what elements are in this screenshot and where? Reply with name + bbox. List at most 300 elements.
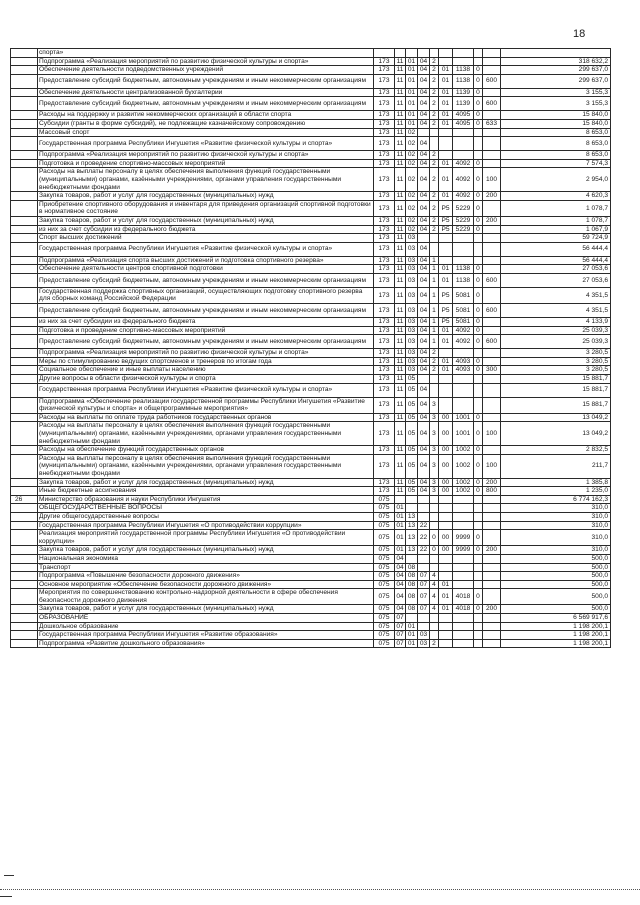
code-cell: 1002 bbox=[453, 487, 474, 496]
row-name-cell: Предоставление субсидий бюджетным, автономным учреждениям и иным некоммерческим организациям bbox=[38, 304, 374, 318]
code-cell: 173 bbox=[374, 335, 395, 349]
row-number-cell bbox=[11, 234, 38, 243]
code-cell bbox=[453, 512, 474, 521]
row-name-cell: Предоставление субсидий бюджетным, автономным учреждениям и иным некоммерческим организациям bbox=[38, 97, 374, 111]
table-row bbox=[11, 335, 611, 349]
code-cell bbox=[453, 375, 474, 384]
table-row bbox=[11, 375, 611, 384]
code-cell: 04 bbox=[418, 192, 430, 201]
code-cell: 04 bbox=[418, 200, 430, 216]
code-cell: 1002 bbox=[453, 478, 474, 487]
amount-cell: 13 049,2 bbox=[501, 422, 611, 446]
code-cell: 05 bbox=[406, 454, 418, 478]
code-cell: 0 bbox=[474, 318, 483, 327]
code-cell: 4093 bbox=[453, 366, 474, 375]
code-cell: 4 bbox=[430, 580, 439, 589]
code-cell bbox=[474, 397, 483, 413]
code-cell: 173 bbox=[374, 192, 395, 201]
code-cell: 2 bbox=[430, 349, 439, 358]
table-row bbox=[11, 446, 611, 455]
code-cell: 01 bbox=[439, 357, 453, 366]
code-cell: 075 bbox=[374, 495, 395, 504]
code-cell: 01 bbox=[439, 74, 453, 88]
row-name-cell: Государственная программа Республики Ингушетия «Развитие образования» bbox=[38, 631, 374, 640]
code-cell bbox=[474, 375, 483, 384]
code-cell: 03 bbox=[406, 318, 418, 327]
code-cell: 075 bbox=[374, 572, 395, 581]
amount-cell: 1 235,0 bbox=[501, 487, 611, 496]
code-cell: 01 bbox=[406, 622, 418, 631]
row-name-cell: Министерство образования и науки Республики Ингушетия bbox=[38, 495, 374, 504]
code-cell: 4092 bbox=[453, 335, 474, 349]
code-cell: 5229 bbox=[453, 200, 474, 216]
code-cell: 08 bbox=[406, 572, 418, 581]
code-cell bbox=[418, 128, 430, 137]
code-cell: 1138 bbox=[453, 66, 474, 75]
code-cell: 173 bbox=[374, 256, 395, 265]
table-row bbox=[11, 383, 611, 397]
code-cell: 11 bbox=[395, 478, 406, 487]
table-row bbox=[11, 57, 611, 66]
row-name-cell: Массовый спорт bbox=[38, 128, 374, 137]
code-cell: 075 bbox=[374, 605, 395, 614]
code-cell: 01 bbox=[439, 335, 453, 349]
code-cell: 03 bbox=[406, 234, 418, 243]
code-cell bbox=[439, 521, 453, 530]
code-cell: 22 bbox=[418, 546, 430, 555]
amount-cell: 3 280,5 bbox=[501, 366, 611, 375]
code-cell: 0 bbox=[474, 589, 483, 605]
code-cell bbox=[439, 137, 453, 151]
code-cell: 01 bbox=[439, 119, 453, 128]
table-row bbox=[11, 397, 611, 413]
code-cell: 173 bbox=[374, 318, 395, 327]
code-cell: 07 bbox=[418, 572, 430, 581]
code-cell: 02 bbox=[406, 192, 418, 201]
row-number-cell bbox=[11, 375, 38, 384]
code-cell bbox=[483, 265, 501, 274]
code-cell: 173 bbox=[374, 375, 395, 384]
page-number: 18 bbox=[573, 28, 586, 40]
code-cell: 04 bbox=[418, 422, 430, 446]
row-number-cell bbox=[11, 478, 38, 487]
code-cell: 173 bbox=[374, 478, 395, 487]
code-cell bbox=[453, 383, 474, 397]
code-cell: 01 bbox=[406, 74, 418, 88]
row-number-cell bbox=[11, 242, 38, 256]
code-cell bbox=[453, 614, 474, 623]
code-cell: 01 bbox=[439, 366, 453, 375]
row-number-cell bbox=[11, 572, 38, 581]
code-cell: 173 bbox=[374, 159, 395, 168]
amount-cell: 3 280,5 bbox=[501, 357, 611, 366]
code-cell: 4092 bbox=[453, 168, 474, 192]
code-cell: 1001 bbox=[453, 422, 474, 446]
code-cell: 05 bbox=[406, 413, 418, 422]
code-cell: 05 bbox=[406, 478, 418, 487]
code-cell: 03 bbox=[406, 366, 418, 375]
code-cell: 02 bbox=[406, 168, 418, 192]
code-cell: 2 bbox=[430, 151, 439, 160]
code-cell bbox=[453, 57, 474, 66]
code-cell: 173 bbox=[374, 287, 395, 303]
code-cell: 173 bbox=[374, 66, 395, 75]
code-cell: 08 bbox=[406, 605, 418, 614]
code-cell: 4095 bbox=[453, 119, 474, 128]
code-cell: 01 bbox=[396, 504, 404, 512]
row-number-cell bbox=[11, 605, 38, 614]
code-cell: P5 bbox=[439, 200, 453, 216]
amount-cell: 310,0 bbox=[501, 504, 611, 513]
code-cell bbox=[453, 49, 474, 58]
code-cell bbox=[474, 57, 483, 66]
code-cell: 600 bbox=[483, 304, 501, 318]
row-name-cell: Дошкольное образование bbox=[38, 622, 374, 631]
code-cell: 03 bbox=[406, 273, 418, 287]
code-cell bbox=[483, 614, 501, 623]
code-cell: 075 bbox=[374, 614, 395, 623]
row-name-cell: Подготовка и проведение спортивно-массовых мероприятий bbox=[38, 326, 374, 335]
code-cell: 07 bbox=[418, 580, 430, 589]
code-cell: 9999 bbox=[453, 530, 474, 546]
code-cell bbox=[483, 530, 501, 546]
code-cell: 04 bbox=[418, 151, 430, 160]
code-cell bbox=[483, 504, 501, 513]
code-cell: 100 bbox=[483, 422, 501, 446]
code-cell: 0 bbox=[430, 546, 439, 555]
row-number-cell bbox=[11, 589, 38, 605]
code-cell: 600 bbox=[483, 97, 501, 111]
code-cell: 02 bbox=[406, 200, 418, 216]
code-cell: 01 bbox=[406, 631, 418, 640]
row-name-cell: Подпрограмма «Реализация мероприятий по развитию физической культуры и спорта» bbox=[38, 151, 374, 160]
code-cell: 0 bbox=[474, 335, 483, 349]
code-cell bbox=[418, 554, 430, 563]
table-row bbox=[11, 304, 611, 318]
code-cell: 3 bbox=[430, 478, 439, 487]
code-cell bbox=[474, 151, 483, 160]
code-cell: 11 bbox=[395, 287, 406, 303]
row-number-cell bbox=[11, 119, 38, 128]
code-cell: 173 bbox=[374, 225, 395, 234]
code-cell: 0 bbox=[474, 265, 483, 274]
code-cell: 00 bbox=[439, 546, 453, 555]
code-cell: 100 bbox=[483, 168, 501, 192]
code-cell bbox=[483, 495, 501, 504]
code-cell bbox=[439, 614, 453, 623]
code-cell: 2 bbox=[430, 88, 439, 97]
row-name-cell: Приобретение спортивного оборудования и инвентаря для приведения организаций спортивной подготовки в нормативное состояние bbox=[38, 200, 374, 216]
row-name-cell: ОБРАЗОВАНИЕ bbox=[38, 614, 374, 623]
code-cell bbox=[430, 563, 439, 572]
code-cell: 173 bbox=[374, 446, 395, 455]
amount-cell: 1 198 200,1 bbox=[501, 639, 611, 648]
margin-mark bbox=[0, 896, 12, 897]
code-cell: 04 bbox=[418, 326, 430, 335]
row-number-cell bbox=[11, 504, 38, 513]
code-cell: P5 bbox=[439, 225, 453, 234]
code-cell bbox=[439, 383, 453, 397]
table-row bbox=[11, 159, 611, 168]
row-name-cell: Подпрограмма «Развитие дошкольного образования» bbox=[38, 639, 374, 648]
amount-cell: 4 620,3 bbox=[501, 192, 611, 201]
code-cell: 4 bbox=[430, 589, 439, 605]
row-name-cell: Другие вопросы в области физической культуры и спорта bbox=[38, 375, 374, 384]
amount-cell: 2 954,0 bbox=[501, 168, 611, 192]
code-cell bbox=[453, 151, 474, 160]
code-cell bbox=[439, 375, 453, 384]
code-cell: 00 bbox=[439, 454, 453, 478]
code-cell: 11 bbox=[395, 422, 406, 446]
code-cell bbox=[483, 326, 501, 335]
code-cell: 1139 bbox=[453, 88, 474, 97]
code-cell bbox=[483, 512, 501, 521]
table-row bbox=[11, 273, 611, 287]
code-cell bbox=[439, 256, 453, 265]
code-cell: 9999 bbox=[453, 546, 474, 555]
code-cell: 600 bbox=[483, 74, 501, 88]
code-cell bbox=[483, 234, 501, 243]
code-cell bbox=[439, 631, 453, 640]
table-row bbox=[11, 234, 611, 243]
table-row bbox=[11, 256, 611, 265]
code-cell: 01 bbox=[439, 168, 453, 192]
code-cell: 04 bbox=[418, 397, 430, 413]
code-cell: 05 bbox=[406, 487, 418, 496]
code-cell: 173 bbox=[374, 487, 395, 496]
row-name-cell: Другие общегосударственные вопросы bbox=[38, 512, 374, 521]
code-cell: 04 bbox=[418, 97, 430, 111]
table-row bbox=[11, 504, 611, 513]
code-cell: 1 bbox=[430, 273, 439, 287]
code-cell: 1 bbox=[430, 287, 439, 303]
code-cell bbox=[430, 49, 439, 58]
row-name-cell: Закупка товаров, работ и услуг для государственных (муниципальных) нужд bbox=[38, 546, 374, 555]
amount-cell: 310,0 bbox=[501, 546, 611, 555]
amount-cell: 56 444,4 bbox=[501, 256, 611, 265]
code-cell: 173 bbox=[374, 397, 395, 413]
code-cell: 11 bbox=[395, 128, 406, 137]
table-row bbox=[11, 216, 611, 225]
margin-mark bbox=[4, 875, 14, 876]
code-cell bbox=[439, 234, 453, 243]
code-cell: 01 bbox=[395, 530, 406, 546]
code-cell bbox=[453, 639, 474, 648]
row-number-cell bbox=[11, 357, 38, 366]
code-cell: 11 bbox=[395, 454, 406, 478]
code-cell: 13 bbox=[406, 512, 418, 521]
code-cell bbox=[453, 495, 474, 504]
code-cell bbox=[453, 563, 474, 572]
code-cell: 2 bbox=[430, 119, 439, 128]
code-cell bbox=[430, 512, 439, 521]
row-number-cell bbox=[11, 563, 38, 572]
code-cell: 075 bbox=[374, 504, 395, 513]
code-cell: 0 bbox=[474, 97, 483, 111]
code-cell: 0 bbox=[474, 366, 483, 375]
code-cell: 04 bbox=[418, 413, 430, 422]
code-cell: 075 bbox=[374, 622, 395, 631]
code-cell bbox=[418, 49, 430, 58]
code-cell: 0 bbox=[474, 413, 483, 422]
code-cell bbox=[453, 580, 474, 589]
amount-cell: 1 078,7 bbox=[501, 200, 611, 216]
code-cell: 05 bbox=[406, 422, 418, 446]
table-row bbox=[11, 639, 611, 648]
row-number-cell bbox=[11, 554, 38, 563]
code-cell: 0 bbox=[430, 530, 439, 546]
code-cell: 01 bbox=[439, 589, 453, 605]
table-row bbox=[11, 192, 611, 201]
code-cell bbox=[430, 383, 439, 397]
code-cell: 03 bbox=[406, 335, 418, 349]
row-name-cell: спорта» bbox=[38, 49, 374, 58]
code-cell: 04 bbox=[418, 119, 430, 128]
table-row bbox=[11, 66, 611, 75]
code-cell bbox=[474, 128, 483, 137]
code-cell: 173 bbox=[374, 273, 395, 287]
row-number-cell bbox=[11, 159, 38, 168]
code-cell bbox=[483, 349, 501, 358]
code-cell: 01 bbox=[406, 111, 418, 120]
table-row bbox=[11, 572, 611, 581]
row-number-cell: 26 bbox=[11, 495, 38, 504]
row-number-cell bbox=[11, 57, 38, 66]
code-cell: 11 bbox=[395, 318, 406, 327]
code-cell: 4018 bbox=[453, 605, 474, 614]
row-name-cell: Расходы на выплаты персоналу в целях обеспечения выполнения функций государственными (муниципальными) органами, казёнными учреждениями, органами управления государственными внебюджетными фондами bbox=[38, 168, 374, 192]
code-cell: 11 bbox=[395, 119, 406, 128]
code-cell: 173 bbox=[374, 422, 395, 446]
code-cell bbox=[483, 639, 501, 648]
code-cell: 04 bbox=[396, 572, 404, 580]
code-cell: 4 bbox=[430, 572, 439, 581]
code-cell bbox=[483, 631, 501, 640]
code-cell: 04 bbox=[418, 88, 430, 97]
table-row bbox=[11, 554, 611, 563]
code-cell bbox=[430, 614, 439, 623]
code-cell: 04 bbox=[418, 335, 430, 349]
code-cell bbox=[483, 287, 501, 303]
row-number-cell bbox=[11, 349, 38, 358]
amount-cell: 56 444,4 bbox=[501, 242, 611, 256]
amount-cell: 1 067,9 bbox=[501, 225, 611, 234]
row-number-cell bbox=[11, 580, 38, 589]
code-cell: 11 bbox=[395, 200, 406, 216]
code-cell: 173 bbox=[374, 151, 395, 160]
code-cell: 11 bbox=[395, 366, 406, 375]
code-cell bbox=[474, 383, 483, 397]
code-cell: 05 bbox=[406, 383, 418, 397]
code-cell: 11 bbox=[395, 242, 406, 256]
code-cell: 1138 bbox=[453, 273, 474, 287]
code-cell bbox=[453, 554, 474, 563]
code-cell: 01 bbox=[439, 97, 453, 111]
table-row bbox=[11, 242, 611, 256]
code-cell: 07 bbox=[396, 639, 404, 647]
code-cell: 00 bbox=[439, 530, 453, 546]
row-name-cell: Подпрограмма «Обеспечение реализации государственной программы Республики Ингушетия «Развитие физической культуры и спорта» и общепрограммные мероприятия» bbox=[38, 397, 374, 413]
table-row bbox=[11, 580, 611, 589]
code-cell: 07 bbox=[396, 631, 404, 639]
row-number-cell bbox=[11, 512, 38, 521]
row-name-cell: Обеспечение деятельности централизованной бухгалтерии bbox=[38, 88, 374, 97]
code-cell: 04 bbox=[418, 366, 430, 375]
code-cell: 01 bbox=[439, 111, 453, 120]
row-name-cell: Подпрограмма «Реализация спорта высших достижений и подготовка спортивного резерва» bbox=[38, 256, 374, 265]
code-cell: 04 bbox=[418, 273, 430, 287]
footer-dotted-line bbox=[0, 889, 640, 890]
code-cell bbox=[453, 256, 474, 265]
row-number-cell bbox=[11, 137, 38, 151]
table-row bbox=[11, 74, 611, 88]
code-cell: 173 bbox=[374, 88, 395, 97]
code-cell: 173 bbox=[374, 119, 395, 128]
code-cell: 11 bbox=[395, 57, 406, 66]
code-cell: 075 bbox=[374, 631, 395, 640]
code-cell: 07 bbox=[418, 589, 430, 605]
code-cell: 2 bbox=[430, 366, 439, 375]
code-cell bbox=[483, 128, 501, 137]
table-body bbox=[11, 49, 611, 648]
row-number-cell bbox=[11, 256, 38, 265]
code-cell: 5229 bbox=[453, 225, 474, 234]
code-cell: 11 bbox=[395, 192, 406, 201]
table-row bbox=[11, 49, 611, 58]
row-number-cell bbox=[11, 216, 38, 225]
code-cell: 01 bbox=[439, 192, 453, 201]
code-cell bbox=[483, 137, 501, 151]
row-name-cell: Закупка товаров, работ и услуг для государственных (муниципальных) нужд bbox=[38, 478, 374, 487]
code-cell bbox=[474, 639, 483, 648]
code-cell: 173 bbox=[374, 304, 395, 318]
code-cell bbox=[453, 521, 474, 530]
code-cell: 11 bbox=[395, 383, 406, 397]
code-cell bbox=[439, 57, 453, 66]
code-cell: 1138 bbox=[453, 265, 474, 274]
row-number-cell bbox=[11, 192, 38, 201]
code-cell: 02 bbox=[406, 151, 418, 160]
code-cell: 04 bbox=[418, 57, 430, 66]
code-cell: 0 bbox=[474, 159, 483, 168]
amount-cell: 1 385,8 bbox=[501, 478, 611, 487]
row-name-cell: Государственная программа Республики Ингушетия «Развитие физической культуры и спорта» bbox=[38, 383, 374, 397]
amount-cell: 8 653,0 bbox=[501, 151, 611, 160]
amount-cell: 318 632,2 bbox=[501, 57, 611, 66]
code-cell bbox=[474, 622, 483, 631]
code-cell bbox=[483, 256, 501, 265]
code-cell: 11 bbox=[395, 487, 406, 496]
row-number-cell bbox=[11, 614, 38, 623]
code-cell: 11 bbox=[395, 216, 406, 225]
code-cell bbox=[453, 631, 474, 640]
code-cell: 0 bbox=[474, 422, 483, 446]
code-cell: 13 bbox=[406, 546, 418, 555]
code-cell: 01 bbox=[439, 273, 453, 287]
row-number-cell bbox=[11, 66, 38, 75]
row-number-cell bbox=[11, 326, 38, 335]
code-cell: 01 bbox=[406, 66, 418, 75]
amount-cell: 27 053,6 bbox=[501, 273, 611, 287]
table-row bbox=[11, 487, 611, 496]
code-cell bbox=[406, 49, 418, 58]
code-cell: 04 bbox=[395, 589, 406, 605]
row-name-cell: Национальная экономика bbox=[38, 554, 374, 563]
code-cell: 0 bbox=[474, 66, 483, 75]
code-cell: 03 bbox=[406, 265, 418, 274]
table-row bbox=[11, 326, 611, 335]
code-cell bbox=[483, 580, 501, 589]
